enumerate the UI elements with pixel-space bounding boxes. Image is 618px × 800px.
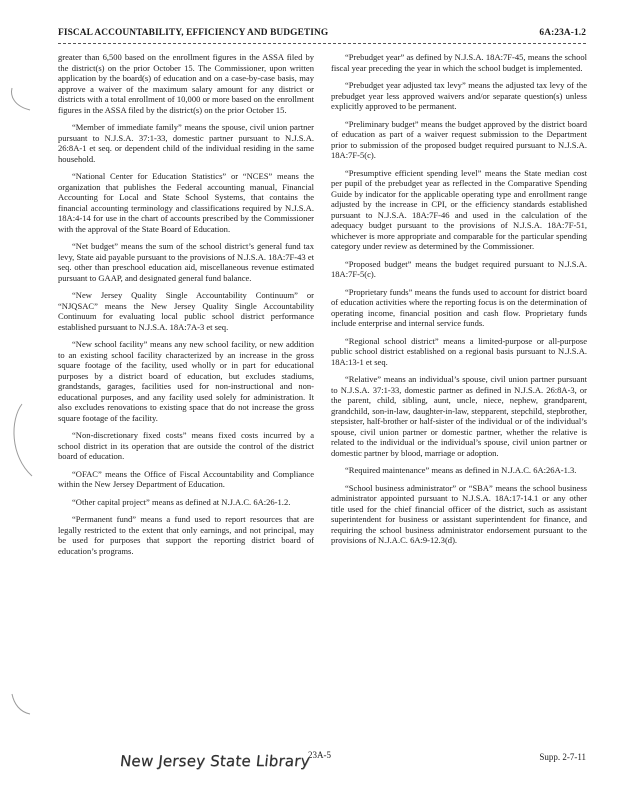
binding-hole-mark bbox=[8, 690, 38, 716]
header-section-code: 6A:23A-1.2 bbox=[539, 28, 586, 38]
binding-hole-mark bbox=[8, 400, 38, 480]
definition-preliminary-budget: “Preliminary budget” means the budget approved by the district board of education as part of a waiver request submission to the Department prior to submission of the proposed budget required pursuant to N.J.S.A. 18A:7F-5(c). bbox=[331, 118, 587, 160]
definition-member-of-immediate-family: “Member of immediate family” means the spouse, civil union partner pursuant to N.J.S.A. 37:1-33, domestic partner pursuant to N.J.S.A. 26:8A-1 et seq. or dependent child of the individual residing in the same household. bbox=[58, 122, 314, 164]
library-logo: New Jersey State Library bbox=[119, 752, 311, 770]
definition-required-maintenance: “Required maintenance” means as defined in N.J.A.C. 6A:26A-1.3. bbox=[345, 465, 577, 475]
right-column bbox=[331, 52, 587, 553]
supplement-date: Supp. 2-7-11 bbox=[539, 752, 586, 762]
header-title: FISCAL ACCOUNTABILITY, EFFICIENCY AND BUDGETING bbox=[58, 28, 329, 38]
definition-permanent-fund: “Permanent fund” means a fund used to report resources that are legally restricted to the extent that only earnings, and not principal, may be used for purposes that support the reporting district board of education’s programs. bbox=[58, 514, 314, 556]
definition-presumptive-efficient-spending-level: “Presumptive efficient spending level” means the State median cost per pupil of the prebudget year as reflected in the Comparative Spending Guide by indicator for the applicable operating type and enrollment range adjusted by the increase in CPI, or the efficiency standards established pursuant to N.J.S.A. 18A:7F-46 and used in the calculation of the adequacy budget pursuant to the provisions of N.J.S.A. 18A:7F-51, whichever is more appropriate and comparable for the particular spending category under review as determined by the Commissioner. bbox=[331, 167, 587, 251]
definition-school-business-administrator: “School business administrator” or “SBA” means the school business administrator appointed pursuant to N.J.S.A. 18A:17-14.1 or any other title used for the chief financial officer of the district, such as assistant superintendent for business or assistant superintendent for finance, and requiring the school business administrator endorsement pursuant to the provisions of N.J.A.C. 6A:9-12.3(d). bbox=[331, 482, 587, 545]
definition-regional-school-district: “Regional school district” means a limited-purpose or all-purpose public school district established on a regional basis pursuant to N.J.S.A. 18A:13-1 et seq. bbox=[331, 335, 587, 367]
definition-prebudget-year: “Prebudget year” as defined by N.J.S.A. 18A:7F-45, means the school fiscal year preceding the year in which the school budget is implemented. bbox=[331, 52, 587, 73]
definition-proposed-budget: “Proposed budget” means the budget required pursuant to N.J.S.A. 18A:7F-5(c). bbox=[331, 258, 587, 279]
paragraph-continued: greater than 6,500 based on the enrollment figures in the ASSA filed by the district(s) on the prior October 15. The Commissioner, upon written application by the board(s) of education and on a case-by-case basis, may approve a waiver of the maximum salary amount for any district or districts with a total enrollment of 10,000 or more based on the enrollment figures in the ASSA filed by the district(s) on the prior October 15. bbox=[58, 52, 314, 115]
definition-new-school-facility: “New school facility” means any new school facility, or new addition to an existing school facility characterized by an increase in the gross square footage of the facility, used wholly or in part for educational purposes by a district board of education, but excludes stadiums, grandstands, garages, facilities used for non-instructional and non-educational purposes, and any facility used solely for administration. It also excludes renovations to existing space that do not increase the gross square footage of the facility. bbox=[58, 339, 314, 423]
left-column bbox=[58, 52, 314, 563]
running-header bbox=[58, 28, 586, 42]
definition-prebudget-year-adjusted-tax-levy: “Prebudget year adjusted tax levy” means the adjusted tax levy of the prebudget year less approved waivers and/or separate question(s) unless explicitly approved to be permanent. bbox=[331, 80, 587, 111]
definition-njqsac: “New Jersey Quality Single Accountability Continuum” or “NJQSAC” means the New Jersey Quality Single Accountability Continuum for evaluating local public school district performance established pursuant to N.J.S.A. 18A:7A-3 et seq. bbox=[58, 290, 314, 332]
header-rule bbox=[58, 43, 586, 44]
definition-other-capital-project: “Other capital project” means as defined at N.J.A.C. 6A:26-1.2. bbox=[72, 496, 291, 507]
definition-relative: “Relative” means an individual’s spouse, civil union partner pursuant to N.J.S.A. 37:1-33, domestic partner as defined in N.J.S.A. 26:8A-3, or the parent, child, sibling, aunt, uncle, niece, nephew, grandparent, grandchild, son-in-law, daughter-in-law, stepparent, stepchild, stepbrother, stepsister, half-brother or half-sister of the individual or of the individual’s spouse, civil union partner or domestic partner, whether the relative is related to the individual or the individual’s spouse, civil union partner or domestic partner by blood, marriage or adoption. bbox=[331, 374, 587, 458]
definition-proprietary-funds: “Proprietary funds” means the funds used to account for district board of education activities where the reporting focus is on the determination of operating income, financial position and cash flow. Proprietary funds include enterprise and internal service funds. bbox=[331, 286, 587, 328]
page-number: 23A-5 bbox=[308, 750, 331, 760]
page-footer bbox=[58, 750, 586, 780]
definition-non-discretionary-fixed-costs: “Non-discretionary fixed costs” means fixed costs incurred by a school district in its operation that are outside the control of the district board of education. bbox=[58, 430, 314, 461]
definition-net-budget: “Net budget” means the sum of the school district’s general fund tax levy, State aid payable pursuant to the provisions of N.J.S.A. 18A:7F-43 et seq. other than preschool education aid, miscellaneous revenue estimated pursuant to GAAP, and designated general fund balance. bbox=[58, 241, 314, 283]
definition-nces: “National Center for Education Statistics” or “NCES” means the organization that publishes the Federal accounting manual, Financial Accounting for Local and State School Systems, that contains the financial accounting terminology and classifications required by N.J.S.A. 18A:4-14 for use in the chart of accounts prescribed by the Commissioner with the approval of the State Board of Education. bbox=[58, 171, 314, 234]
definition-ofac: “OFAC” means the Office of Fiscal Accountability and Compliance within the New Jersey Department of Education. bbox=[58, 468, 314, 489]
binding-hole-mark bbox=[8, 86, 38, 112]
